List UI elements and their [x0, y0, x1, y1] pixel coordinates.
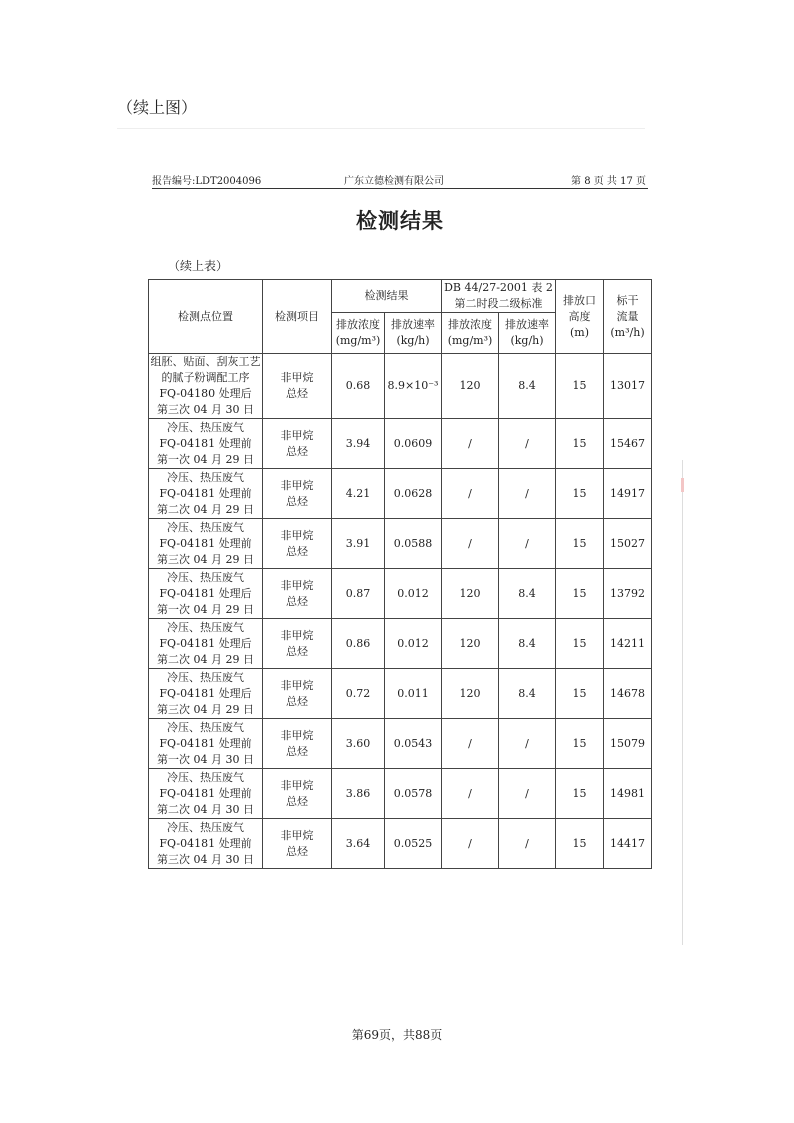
table-row: [149, 719, 652, 769]
cell-line: 排放速率: [391, 318, 435, 331]
cell-line: 总烃: [286, 744, 308, 758]
std-conc-cell: 120: [442, 569, 499, 619]
std-conc-cell: /: [442, 819, 499, 869]
page-info: 第 8 页 共 17 页: [571, 176, 646, 187]
table-row: [149, 819, 652, 869]
cell-line: 非甲烷: [280, 478, 314, 492]
cell-line: (mg/m³): [447, 334, 493, 347]
height-cell: 15: [556, 419, 604, 469]
rate-cell: 0.012: [385, 569, 442, 619]
cell-line: FQ-04181 处理后: [159, 686, 252, 700]
item-cell: [263, 354, 332, 419]
cell-line: 冷压、热压废气: [167, 820, 244, 834]
location-cell: [149, 519, 263, 569]
cell-line: FQ-04181 处理前: [159, 786, 252, 800]
cell-line: (mg/m³): [335, 334, 381, 347]
height-cell: 15: [556, 469, 604, 519]
conc-cell: 3.94: [332, 419, 385, 469]
cell-line: 非甲烷: [280, 778, 314, 792]
std-rate-cell: /: [499, 419, 556, 469]
location-cell: [149, 619, 263, 669]
location-cell: [149, 669, 263, 719]
flow-cell: 14417: [604, 819, 652, 869]
item-cell: [263, 419, 332, 469]
cell-line: 高度: [568, 309, 591, 323]
conc-cell: 4.21: [332, 469, 385, 519]
scan-edge-mark: [682, 460, 683, 945]
std-rate-cell: /: [499, 719, 556, 769]
cell-line: 非甲烷: [280, 578, 314, 592]
cell-line: 第二次 04 月 30 日: [157, 802, 254, 816]
height-cell: 15: [556, 569, 604, 619]
item-cell: [263, 619, 332, 669]
rate-cell: 0.0543: [385, 719, 442, 769]
cell-line: 冷压、热压废气: [167, 620, 244, 634]
cell-line: 冷压、热压废气: [167, 720, 244, 734]
location-cell: [149, 469, 263, 519]
cell-line: 标干: [616, 293, 639, 307]
results-table: [148, 279, 652, 869]
height-cell: 15: [556, 769, 604, 819]
std-rate-cell: 8.4: [499, 354, 556, 419]
cell-line: FQ-04180 处理后: [159, 387, 252, 400]
rate-cell: 0.0578: [385, 769, 442, 819]
cell-line: 流量: [616, 309, 639, 323]
table-row: [149, 469, 652, 519]
std-rate-cell: /: [499, 769, 556, 819]
rate-cell: 0.0525: [385, 819, 442, 869]
cell-line: (kg/h): [396, 334, 430, 347]
height-cell: 15: [556, 354, 604, 419]
cell-line: 排放浓度: [448, 318, 492, 331]
report-number: 报告编号:LDT2004096: [152, 176, 262, 187]
cell-line: 非甲烷: [280, 528, 314, 542]
std-conc-cell: /: [442, 469, 499, 519]
std-conc-cell: 120: [442, 354, 499, 419]
cell-line: 第三次 04 月 30 日: [157, 403, 254, 416]
header-std-conc: [442, 313, 499, 354]
flow-cell: 14917: [604, 469, 652, 519]
location-cell: [149, 719, 263, 769]
std-conc-cell: /: [442, 519, 499, 569]
conc-cell: 3.86: [332, 769, 385, 819]
header-results: 检测结果: [332, 280, 442, 313]
header-outlet-height: [556, 280, 604, 354]
std-rate-cell: 8.4: [499, 569, 556, 619]
conc-cell: 3.64: [332, 819, 385, 869]
header-row-1: [149, 280, 652, 313]
cell-line: 冷压、热压废气: [167, 470, 244, 484]
header-std-rate: [499, 313, 556, 354]
item-cell: [263, 669, 332, 719]
height-cell: 15: [556, 819, 604, 869]
cell-line: 的腻子粉调配工序: [161, 371, 250, 384]
cell-line: 总烃: [286, 387, 308, 400]
table-row: [149, 769, 652, 819]
rate-cell: 0.011: [385, 669, 442, 719]
conc-cell: 0.68: [332, 354, 385, 419]
cell-line: FQ-04181 处理后: [159, 586, 252, 600]
location-cell: [149, 569, 263, 619]
conc-cell: 0.87: [332, 569, 385, 619]
location-cell: [149, 419, 263, 469]
cell-line: FQ-04181 处理前: [159, 486, 252, 500]
conc-cell: 3.91: [332, 519, 385, 569]
cell-line: 第一次 04 月 29 日: [157, 452, 254, 466]
location-cell: [149, 819, 263, 869]
table-row: [149, 354, 652, 419]
cell-line: 第三次 04 月 29 日: [157, 552, 254, 566]
std-conc-cell: 120: [442, 619, 499, 669]
conc-cell: 3.60: [332, 719, 385, 769]
std-rate-cell: 8.4: [499, 669, 556, 719]
header-item: 检测项目: [263, 280, 332, 354]
flow-cell: 13792: [604, 569, 652, 619]
cell-line: (kg/h): [510, 334, 544, 347]
continuation-note-top: （续上图）: [117, 98, 198, 117]
std-conc-cell: /: [442, 419, 499, 469]
table-row: [149, 519, 652, 569]
cell-line: 第一次 04 月 29 日: [157, 602, 254, 616]
cell-line: 总烃: [286, 494, 308, 508]
flow-cell: 14211: [604, 619, 652, 669]
item-cell: [263, 469, 332, 519]
std-conc-cell: /: [442, 719, 499, 769]
cell-line: (m): [569, 325, 589, 339]
header-rate: [385, 313, 442, 354]
cell-line: (m³/h): [610, 325, 645, 339]
cell-line: 第二时段二级标准: [454, 297, 543, 310]
document-title: 检测结果: [356, 209, 444, 233]
cell-line: 排放速率: [505, 318, 549, 331]
page-footer: 第69页，共88页: [351, 1028, 443, 1042]
cell-line: 组胚、贴面、刮灰工艺: [150, 355, 261, 368]
cell-line: 第二次 04 月 29 日: [157, 652, 254, 666]
rate-cell: 0.0588: [385, 519, 442, 569]
header-conc: [332, 313, 385, 354]
cell-line: 总烃: [286, 644, 308, 658]
height-cell: 15: [556, 519, 604, 569]
flow-cell: 15467: [604, 419, 652, 469]
rate-cell: 0.012: [385, 619, 442, 669]
flow-cell: 14678: [604, 669, 652, 719]
table-row: [149, 569, 652, 619]
std-rate-cell: /: [499, 469, 556, 519]
table-row: [149, 669, 652, 719]
rate-cell: 8.9×10⁻³: [385, 354, 442, 419]
std-conc-cell: 120: [442, 669, 499, 719]
cell-line: 第二次 04 月 29 日: [157, 502, 254, 516]
height-cell: 15: [556, 619, 604, 669]
cell-line: 总烃: [286, 544, 308, 558]
std-rate-cell: /: [499, 519, 556, 569]
flow-cell: 13017: [604, 354, 652, 419]
flow-cell: 15079: [604, 719, 652, 769]
cell-line: 非甲烷: [280, 628, 314, 642]
table-row: [149, 619, 652, 669]
item-cell: [263, 819, 332, 869]
std-conc-cell: /: [442, 769, 499, 819]
cell-line: 总烃: [286, 694, 308, 708]
table-continuation-note: （续上表）: [168, 259, 229, 273]
header-location: 检测点位置: [149, 280, 263, 354]
company-name: 广东立德检测有限公司: [344, 176, 444, 187]
cell-line: 非甲烷: [280, 728, 314, 742]
cell-line: 非甲烷: [280, 678, 314, 692]
cell-line: 冷压、热压废气: [167, 770, 244, 784]
cell-line: 非甲烷: [280, 371, 314, 384]
conc-cell: 0.86: [332, 619, 385, 669]
cell-line: FQ-04181 处理前: [159, 736, 252, 750]
cell-line: FQ-04181 处理后: [159, 636, 252, 650]
location-cell: [149, 354, 263, 419]
cell-line: 非甲烷: [280, 428, 314, 442]
location-cell: [149, 769, 263, 819]
cell-line: 第三次 04 月 29 日: [157, 702, 254, 716]
height-cell: 15: [556, 669, 604, 719]
cell-line: 总烃: [286, 794, 308, 808]
item-cell: [263, 569, 332, 619]
cell-line: DB 44/27-2001 表 2: [444, 281, 553, 294]
cell-line: 排放浓度: [336, 318, 380, 331]
item-cell: [263, 719, 332, 769]
flow-cell: 15027: [604, 519, 652, 569]
item-cell: [263, 519, 332, 569]
rate-cell: 0.0609: [385, 419, 442, 469]
std-rate-cell: 8.4: [499, 619, 556, 669]
conc-cell: 0.72: [332, 669, 385, 719]
height-cell: 15: [556, 719, 604, 769]
cell-line: 冷压、热压废气: [167, 570, 244, 584]
rate-cell: 0.0628: [385, 469, 442, 519]
cell-line: FQ-04181 处理前: [159, 536, 252, 550]
std-rate-cell: /: [499, 819, 556, 869]
cell-line: 排放口: [563, 293, 596, 307]
cell-line: 冷压、热压废气: [167, 420, 244, 434]
item-cell: [263, 769, 332, 819]
stamp-edge-mark: [681, 478, 684, 492]
cell-line: 非甲烷: [280, 828, 314, 842]
cell-line: FQ-04181 处理前: [159, 436, 252, 450]
cell-line: 冷压、热压废气: [167, 520, 244, 534]
flow-cell: 14981: [604, 769, 652, 819]
table-row: [149, 419, 652, 469]
cell-line: 总烃: [286, 444, 308, 458]
report-header: [152, 172, 648, 189]
header-standard: [442, 280, 556, 313]
cell-line: 总烃: [286, 594, 308, 608]
scan-edge-line: [117, 128, 645, 129]
cell-line: 第三次 04 月 30 日: [157, 852, 254, 866]
cell-line: 总烃: [286, 844, 308, 858]
cell-line: FQ-04181 处理前: [159, 836, 252, 850]
header-flow: [604, 280, 652, 354]
cell-line: 第一次 04 月 30 日: [157, 752, 254, 766]
cell-line: 冷压、热压废气: [167, 670, 244, 684]
